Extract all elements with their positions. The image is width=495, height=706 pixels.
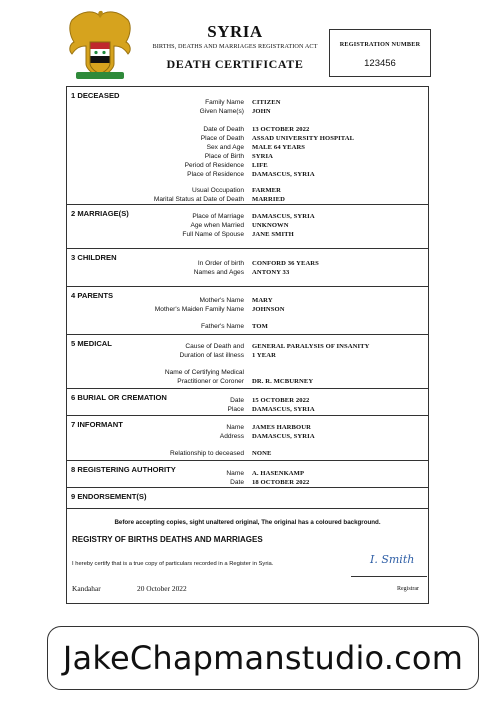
field-label: Father's Name [200,323,244,330]
field-row [67,423,428,432]
field-row [67,259,428,268]
field-row [67,322,428,331]
field-row [67,377,428,386]
field-label: In Order of birth [197,260,244,267]
field-label: Date of Death [203,126,244,133]
field-label: Address [219,433,244,440]
field-label: Sex and Age [206,144,244,151]
field-value: FARMER [252,187,282,194]
field-value: DAMASCUS, SYRIA [252,213,315,220]
signature-line [351,576,427,577]
field-row [67,186,428,195]
section-registering-authority [67,461,428,488]
field-value: A. HASENKAMP [252,470,305,477]
field-row [67,107,428,116]
field-value: CONFORD 36 YEARS [252,260,319,267]
field-row [67,449,428,458]
field-value: SYRIA [252,153,274,160]
field-row [67,134,428,143]
field-label: Mother's Maiden Family Name [154,306,244,313]
field-label: Date [230,479,244,486]
field-value: DAMASCUS, SYRIA [252,171,315,178]
section-title: 5 MEDICAL [71,339,112,348]
section-title: 4 PARENTS [71,291,114,300]
field-label: Date [230,397,244,404]
field-label: Cause of Death and [185,343,244,350]
field-value: MALE 64 YEARS [252,144,306,151]
field-label: Name [226,470,244,477]
field-label: Place of Residence [187,171,244,178]
field-label: Names and Ages [193,269,244,276]
section-burial [67,389,428,416]
section-title: 6 BURIAL OR CREMATION [71,393,167,402]
country-title: SYRIA [207,22,263,41]
field-label: Duration of last illness [179,352,244,359]
field-row [67,351,428,360]
field-label: Relationship to deceased [169,450,244,457]
field-label: Full Name of Spouse [182,231,244,238]
field-row [67,469,428,478]
registrar-signature: I. Smith [370,553,415,566]
section-endorsement [67,488,428,509]
field-row [67,230,428,239]
field-label: Family Name [205,99,244,106]
field-row [67,98,428,107]
field-value: TOM [252,323,268,330]
watermark-banner [47,626,479,690]
field-value: 18 OCTOBER 2022 [252,479,310,486]
section-title: 3 CHILDREN [71,253,117,262]
field-row [67,396,428,405]
field-row [67,296,428,305]
field-label: Name [226,424,244,431]
field-row [67,161,428,170]
field-row [67,305,428,314]
field-value: MARY [252,297,273,304]
field-value: DR. R. MCBURNEY [252,378,314,385]
field-row [67,221,428,230]
registry-title: REGISTRY OF BIRTHS DEATHS AND MARRIAGES [72,535,263,544]
section-medical [67,335,428,389]
section-title: 8 REGISTERING AUTHORITY [71,465,176,474]
field-value: 13 OCTOBER 2022 [252,126,310,133]
section-title: 9 ENDORSEMENT(S) [71,492,147,501]
field-value: JAMES HARBOUR [252,424,311,431]
field-label: Place of Death [200,135,244,142]
field-value: GENERAL PARALYSIS OF INSANITY [252,343,370,350]
field-value: 15 OCTOBER 2022 [252,397,310,404]
field-row [67,143,428,152]
field-label: Age when Married [190,222,244,229]
field-label: Mother's Name [199,297,244,304]
field-value: ASSAD UNIVERSITY HOSPITAL [252,135,355,142]
section-parents [67,287,428,335]
registrar-label: Registrar [397,586,419,592]
field-row [67,405,428,414]
field-label: Place of Marriage [192,213,244,220]
field-label: Period of Residence [184,162,244,169]
field-value: UNKNOWN [252,222,289,229]
issue-date: 20 October 2022 [137,584,187,593]
registration-number-label: REGISTRATION NUMBER [339,41,421,48]
field-row [67,212,428,221]
registration-act: BIRTHS, DEATHS AND MARRIAGES REGISTRATION ACT [152,43,318,50]
field-row [67,342,428,351]
field-label: Usual Occupation [191,187,244,194]
section-title: 1 DECEASED [71,91,120,100]
issue-place: Kandahar [72,584,101,593]
field-value: JOHN [252,108,271,115]
field-value: MARRIED [252,196,285,203]
section-informant [67,416,428,461]
field-row [67,432,428,441]
section-marriage [67,205,428,249]
watermark-text: JakeChapmanstudio.com [62,639,464,677]
section-children [67,249,428,287]
field-label: Name of Certifying Medical [164,369,244,376]
field-value: JANE SMITH [252,231,294,238]
field-value: JOHNSON [252,306,285,313]
certificate-form [66,86,429,604]
registration-number-box [329,29,431,77]
field-value: ANTONY 33 [252,269,290,276]
section-title: 2 MARRIAGE(S) [71,209,129,218]
field-label: Place [227,406,244,413]
section-title: 7 INFORMANT [71,420,123,429]
copy-notice: Before accepting copies, sight unaltered original, The original has a coloured background. [114,519,381,526]
field-row [67,268,428,277]
registration-number-value: 123456 [364,58,396,69]
eagle-emblem-icon [64,8,136,82]
section-deceased [67,87,428,205]
field-row [67,195,428,204]
field-row [67,170,428,179]
field-value: DAMASCUS, SYRIA [252,433,315,440]
field-value: CITIZEN [252,99,281,106]
field-value: 1 YEAR [252,352,276,359]
field-value: DAMASCUS, SYRIA [252,406,315,413]
field-value: LIFE [252,162,268,169]
field-row [67,152,428,161]
field-label: Given Name(s) [199,108,244,115]
field-label: Practitioner or Coroner [177,378,244,385]
field-value: NONE [252,450,272,457]
field-row [67,125,428,134]
field-label: Marital Status at Date of Death [153,196,244,203]
field-row [67,478,428,487]
field-row [67,368,428,377]
field-label: Place of Birth [204,153,244,160]
certificate-title: DEATH CERTIFICATE [166,57,304,71]
certification-text: I hereby certify that is a true copy of particulars recorded in a Register in Syria. [72,561,274,567]
